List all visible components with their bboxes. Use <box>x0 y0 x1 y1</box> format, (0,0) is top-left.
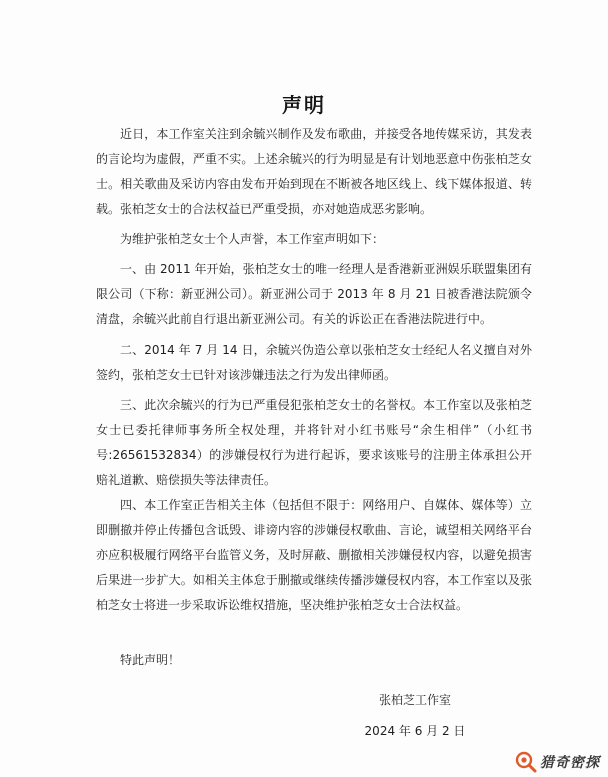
signature-studio: 张柏芝工作室 <box>378 693 451 707</box>
watermark-text: 猎奇密探 <box>540 755 600 771</box>
magnifier-eye-icon <box>515 751 537 773</box>
paragraph-intro: 近日，本工作室关注到余毓兴制作及发布歌曲，并接受各地传媒采访，其发表的言论均为虚假，严重不实。上述余毓兴的行为明显是有计划地恶意中伤张柏芝女士。相关歌曲及采访内容由发布开始到现在不断被各地区线上、线下媒体报道、转载。张柏芝女士的合法权益已严重受损，亦对她造成恶劣影响。 <box>96 127 532 216</box>
document-title: 声明 <box>282 93 326 117</box>
paragraph-item-4: 四、本工作室正告相关主体（包括但不限于：网络用户、自媒体、媒体等）立即删撤并停止传播包含诋毁、诽谤内容的涉嫌侵权歌曲、言论，诚望相关网络平台亦应积极履行网络平台监管义务，及时屏蔽、删撤相关涉嫌侵权内容，以避免损害后果进一步扩大。如相关主体怠于删撤或继续传播涉嫌侵权内容，本工作室以及张柏芝女士将进一步采取诉讼维权措施，坚决维护张柏芝女士合法权益。 <box>96 498 532 612</box>
paragraph-item-1: 一、由 2011 年开始，张柏芝女士的唯一经理人是香港新亚洲娱乐联盟集团有限公司（下称：新亚洲公司）。新亚洲公司于 2013 年 8 月 21 日被香港法院颁令清盘，余毓兴此前自行退出新亚洲公司。有关的诉讼正在香港法院进行中。 <box>96 262 532 326</box>
watermark <box>515 751 600 773</box>
paragraph-item-2: 二、2014 年 7 月 14 日，余毓兴伪造公章以张柏芝女士经纪人名义擅自对外签约，张柏芝女士已针对该涉嫌违法之行为发出律师函。 <box>96 343 532 382</box>
paragraph-item-3: 三、此次余毓兴的行为已严重侵犯张柏芝女士的名誉权。本工作室以及张柏芝女士已委托律师事务所全权处理，并将针对小红书账号“余生相伴”（小红书号:26561532834）的涉嫌侵权行为进行起诉，要求该账号的注册主体承担公开赔礼道歉、赔偿损失等法律责任。 <box>96 398 532 487</box>
paragraph-lead: 为维护张柏芝女士个人声誉，本工作室声明如下： <box>120 232 385 246</box>
paragraph-closing: 特此声明！ <box>120 653 181 667</box>
signature-date: 2024 年 6 月 2 日 <box>364 724 466 738</box>
